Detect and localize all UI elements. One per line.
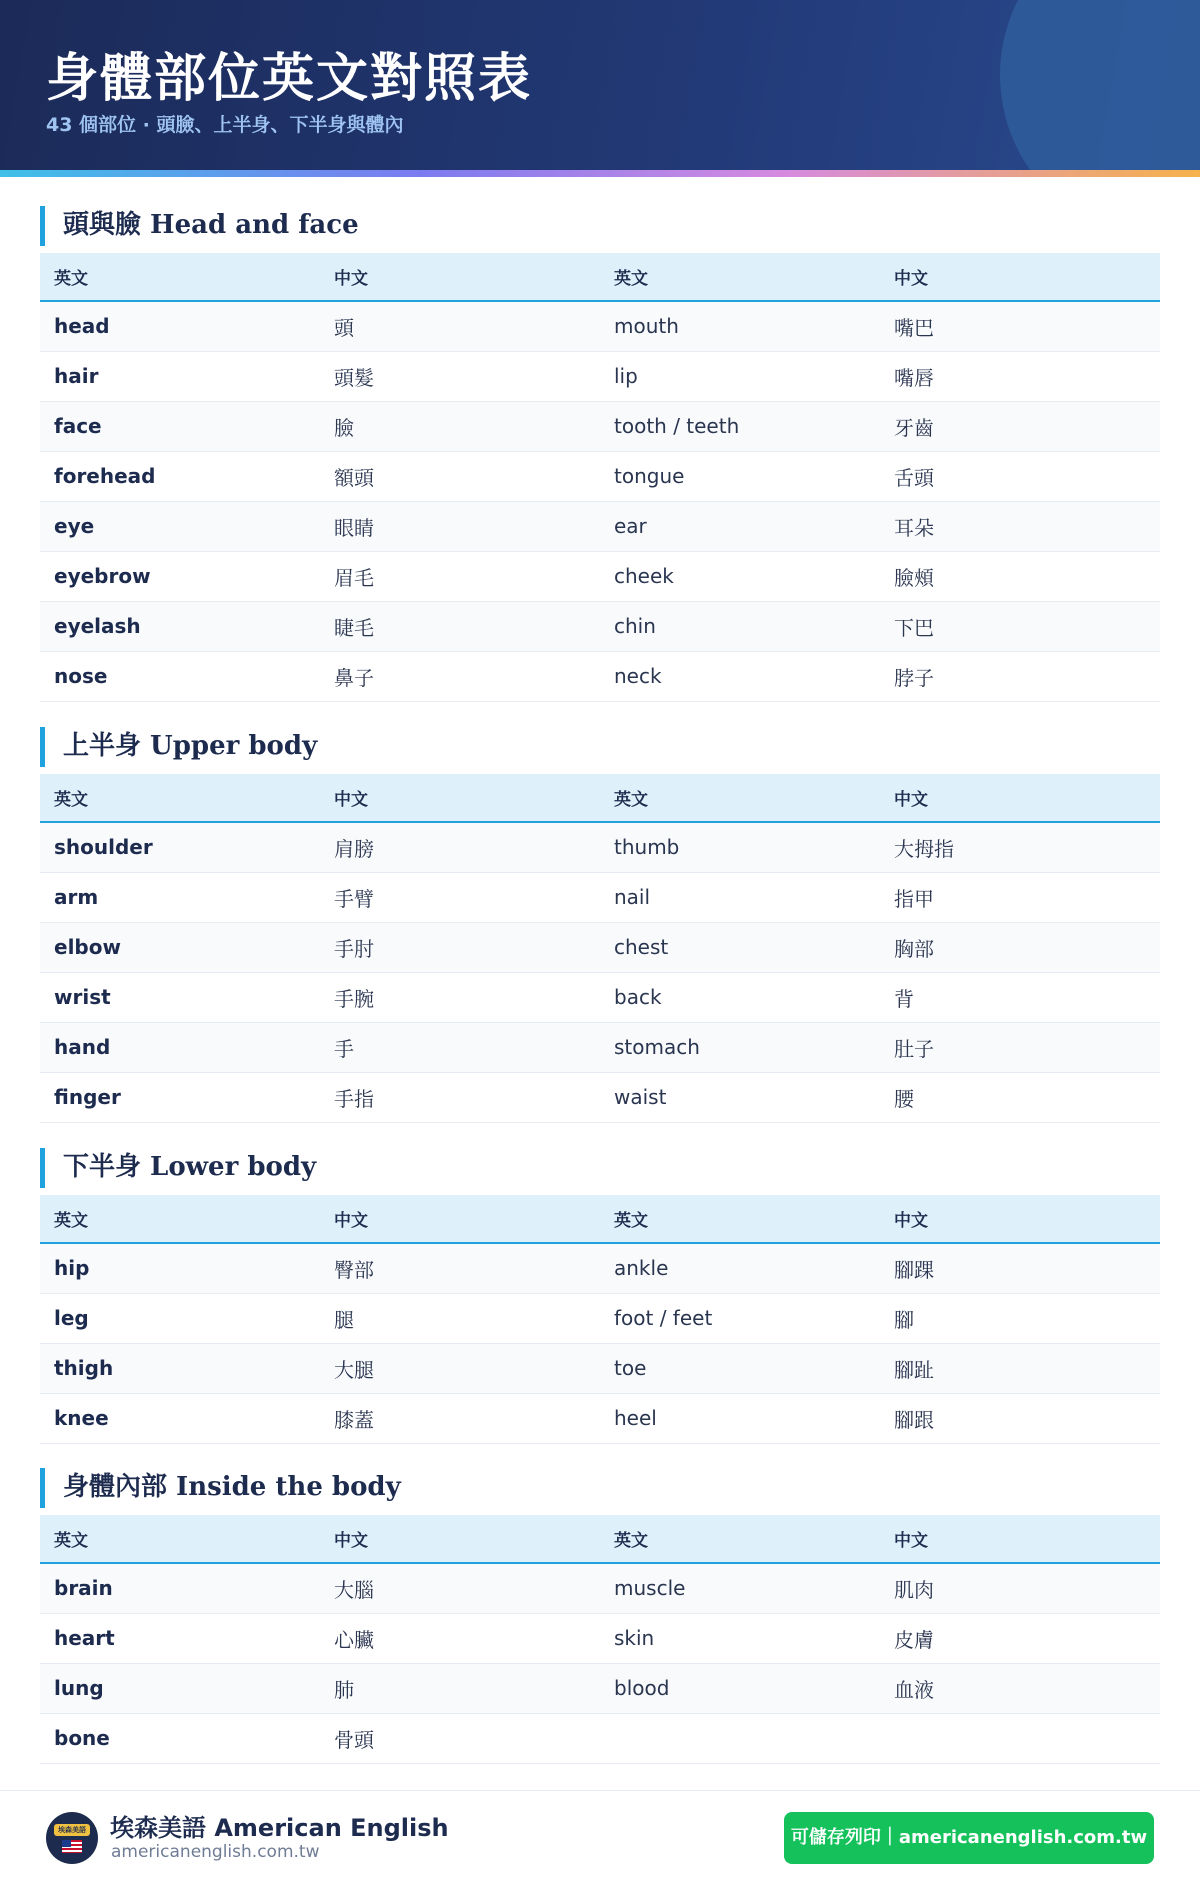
table-row [40, 1613, 1160, 1663]
column-header-en: 英文 [600, 253, 880, 301]
column-header-en: 英文 [40, 1515, 320, 1563]
cell-zh-term: 嘴唇 [880, 351, 1160, 401]
table-header-row [40, 253, 1160, 301]
cell-zh-term: 額頭 [320, 451, 600, 501]
cell-en-term: foot / feet [600, 1293, 880, 1343]
column-header-en: 英文 [600, 774, 880, 822]
cell-en-term: chest [600, 922, 880, 972]
column-header-zh: 中文 [880, 774, 1160, 822]
cell-zh-term: 鼻子 [320, 651, 600, 701]
cell-zh-term: 下巴 [880, 601, 1160, 651]
cell-zh-term: 膝蓋 [320, 1393, 600, 1443]
cell-zh-term: 臉 [320, 401, 600, 451]
cell-en-term: leg [40, 1293, 320, 1343]
cell-zh-term: 肌肉 [880, 1563, 1160, 1613]
vocab-table-lower-body [40, 1195, 1160, 1444]
cell-zh-term: 眉毛 [320, 551, 600, 601]
table-row [40, 872, 1160, 922]
brand-name: 埃森美語 American English [110, 1814, 449, 1842]
table-row [40, 551, 1160, 601]
table-header-row [40, 1195, 1160, 1243]
table-row [40, 601, 1160, 651]
cell-en-term: toe [600, 1343, 880, 1393]
column-header-zh: 中文 [880, 253, 1160, 301]
table-row [40, 301, 1160, 351]
brand-url[interactable]: americanenglish.com.tw [111, 1842, 320, 1862]
cell-zh-term: 指甲 [880, 872, 1160, 922]
column-header-en: 英文 [600, 1515, 880, 1563]
cell-en-term: heart [40, 1613, 320, 1663]
column-header-zh: 中文 [320, 1195, 600, 1243]
cell-en-term: thigh [40, 1343, 320, 1393]
cell-zh-term: 腿 [320, 1293, 600, 1343]
cell-en-term: forehead [40, 451, 320, 501]
cell-en-term: skin [600, 1613, 880, 1663]
cell-zh-term: 睫毛 [320, 601, 600, 651]
column-header-en: 英文 [600, 1195, 880, 1243]
cell-zh-term: 脖子 [880, 651, 1160, 701]
cell-zh-term: 大腿 [320, 1343, 600, 1393]
cell-zh-term: 大腦 [320, 1563, 600, 1613]
page-subtitle: 43 個部位 · 頭臉、上半身、下半身與體內 [46, 114, 404, 136]
cell-en-term: tongue [600, 451, 880, 501]
cell-zh-term: 血液 [880, 1663, 1160, 1713]
table-row [40, 972, 1160, 1022]
table-row [40, 1343, 1160, 1393]
table-row [40, 1022, 1160, 1072]
cell-en-term: blood [600, 1663, 880, 1713]
vocab-table-head-and-face [40, 253, 1160, 702]
cell-zh-term: 頭 [320, 301, 600, 351]
cell-en-term [600, 1713, 880, 1763]
cell-en-term: neck [600, 651, 880, 701]
cell-zh-term: 手腕 [320, 972, 600, 1022]
section-title-inside-the-body: 身體內部 Inside the body [40, 1468, 401, 1508]
column-header-zh: 中文 [320, 253, 600, 301]
cell-zh-term: 牙齒 [880, 401, 1160, 451]
cell-en-term: hand [40, 1022, 320, 1072]
column-header-en: 英文 [40, 1195, 320, 1243]
cell-zh-term: 眼睛 [320, 501, 600, 551]
cell-en-term: eye [40, 501, 320, 551]
column-header-zh: 中文 [880, 1195, 1160, 1243]
cell-en-term: ear [600, 501, 880, 551]
cell-en-term: hip [40, 1243, 320, 1293]
cell-zh-term: 皮膚 [880, 1613, 1160, 1663]
table-row [40, 401, 1160, 451]
table-header-row [40, 774, 1160, 822]
cell-zh-term: 心臟 [320, 1613, 600, 1663]
rainbow-divider [0, 170, 1200, 177]
section-title-upper-body: 上半身 Upper body [40, 727, 317, 767]
cell-en-term: nail [600, 872, 880, 922]
cell-zh-term: 腳趾 [880, 1343, 1160, 1393]
column-header-en: 英文 [40, 253, 320, 301]
table-row [40, 922, 1160, 972]
cell-zh-term: 手 [320, 1022, 600, 1072]
cell-zh-term: 臀部 [320, 1243, 600, 1293]
cell-en-term: elbow [40, 922, 320, 972]
cell-en-term: thumb [600, 822, 880, 872]
footer-divider [0, 1790, 1200, 1791]
cell-en-term: nose [40, 651, 320, 701]
decorative-circle [1000, 0, 1200, 170]
column-header-zh: 中文 [320, 1515, 600, 1563]
cell-zh-term: 骨頭 [320, 1713, 600, 1763]
cell-zh-term: 腳跟 [880, 1393, 1160, 1443]
cell-en-term: stomach [600, 1022, 880, 1072]
cell-zh-term [880, 1713, 1160, 1763]
cell-en-term: wrist [40, 972, 320, 1022]
cell-en-term: ankle [600, 1243, 880, 1293]
cell-en-term: chin [600, 601, 880, 651]
table-row [40, 351, 1160, 401]
page-header [0, 0, 1200, 170]
cell-zh-term: 肺 [320, 1663, 600, 1713]
cell-en-term: lip [600, 351, 880, 401]
section-title-head-and-face: 頭與臉 Head and face [40, 206, 359, 246]
table-row [40, 1243, 1160, 1293]
cell-zh-term: 大拇指 [880, 822, 1160, 872]
cell-en-term: mouth [600, 301, 880, 351]
cell-en-term: bone [40, 1713, 320, 1763]
cell-en-term: finger [40, 1072, 320, 1122]
us-flag-icon [62, 1840, 82, 1853]
table-row [40, 1663, 1160, 1713]
page-title: 身體部位英文對照表 [46, 48, 533, 109]
brand-logo [46, 1812, 98, 1864]
cell-en-term: knee [40, 1393, 320, 1443]
column-header-zh: 中文 [880, 1515, 1160, 1563]
column-header-en: 英文 [40, 774, 320, 822]
cell-zh-term: 肩膀 [320, 822, 600, 872]
table-row [40, 651, 1160, 701]
cell-zh-term: 頭髮 [320, 351, 600, 401]
cell-zh-term: 腳 [880, 1293, 1160, 1343]
vocab-table-upper-body [40, 774, 1160, 1123]
cell-en-term: eyebrow [40, 551, 320, 601]
table-row [40, 1072, 1160, 1122]
cell-en-term: lung [40, 1663, 320, 1713]
cell-zh-term: 手指 [320, 1072, 600, 1122]
cell-zh-term: 臉頰 [880, 551, 1160, 601]
cell-en-term: head [40, 301, 320, 351]
cell-en-term: brain [40, 1563, 320, 1613]
cell-zh-term: 手肘 [320, 922, 600, 972]
table-row [40, 1713, 1160, 1763]
cell-en-term: muscle [600, 1563, 880, 1613]
cell-en-term: hair [40, 351, 320, 401]
cell-en-term: waist [600, 1072, 880, 1122]
table-header-row [40, 1515, 1160, 1563]
cell-zh-term: 手臂 [320, 872, 600, 922]
cell-en-term: tooth / teeth [600, 401, 880, 451]
cell-zh-term: 耳朵 [880, 501, 1160, 551]
vocab-table-inside-the-body [40, 1515, 1160, 1764]
table-row [40, 1563, 1160, 1613]
cell-en-term: cheek [600, 551, 880, 601]
table-row [40, 501, 1160, 551]
table-row [40, 1293, 1160, 1343]
column-header-zh: 中文 [320, 774, 600, 822]
cell-zh-term: 嘴巴 [880, 301, 1160, 351]
cell-zh-term: 腳踝 [880, 1243, 1160, 1293]
cell-en-term: heel [600, 1393, 880, 1443]
cell-en-term: face [40, 401, 320, 451]
cell-en-term: arm [40, 872, 320, 922]
cell-zh-term: 舌頭 [880, 451, 1160, 501]
cell-zh-term: 腰 [880, 1072, 1160, 1122]
cell-zh-term: 背 [880, 972, 1160, 1022]
cell-zh-term: 肚子 [880, 1022, 1160, 1072]
table-row [40, 1393, 1160, 1443]
cell-en-term: shoulder [40, 822, 320, 872]
cell-en-term: eyelash [40, 601, 320, 651]
table-row [40, 451, 1160, 501]
logo-badge: 埃森美語 [54, 1824, 90, 1836]
save-print-button[interactable]: 可儲存列印｜americanenglish.com.tw [784, 1812, 1154, 1864]
section-title-lower-body: 下半身 Lower body [40, 1148, 316, 1188]
cell-zh-term: 胸部 [880, 922, 1160, 972]
cell-en-term: back [600, 972, 880, 1022]
table-row [40, 822, 1160, 872]
